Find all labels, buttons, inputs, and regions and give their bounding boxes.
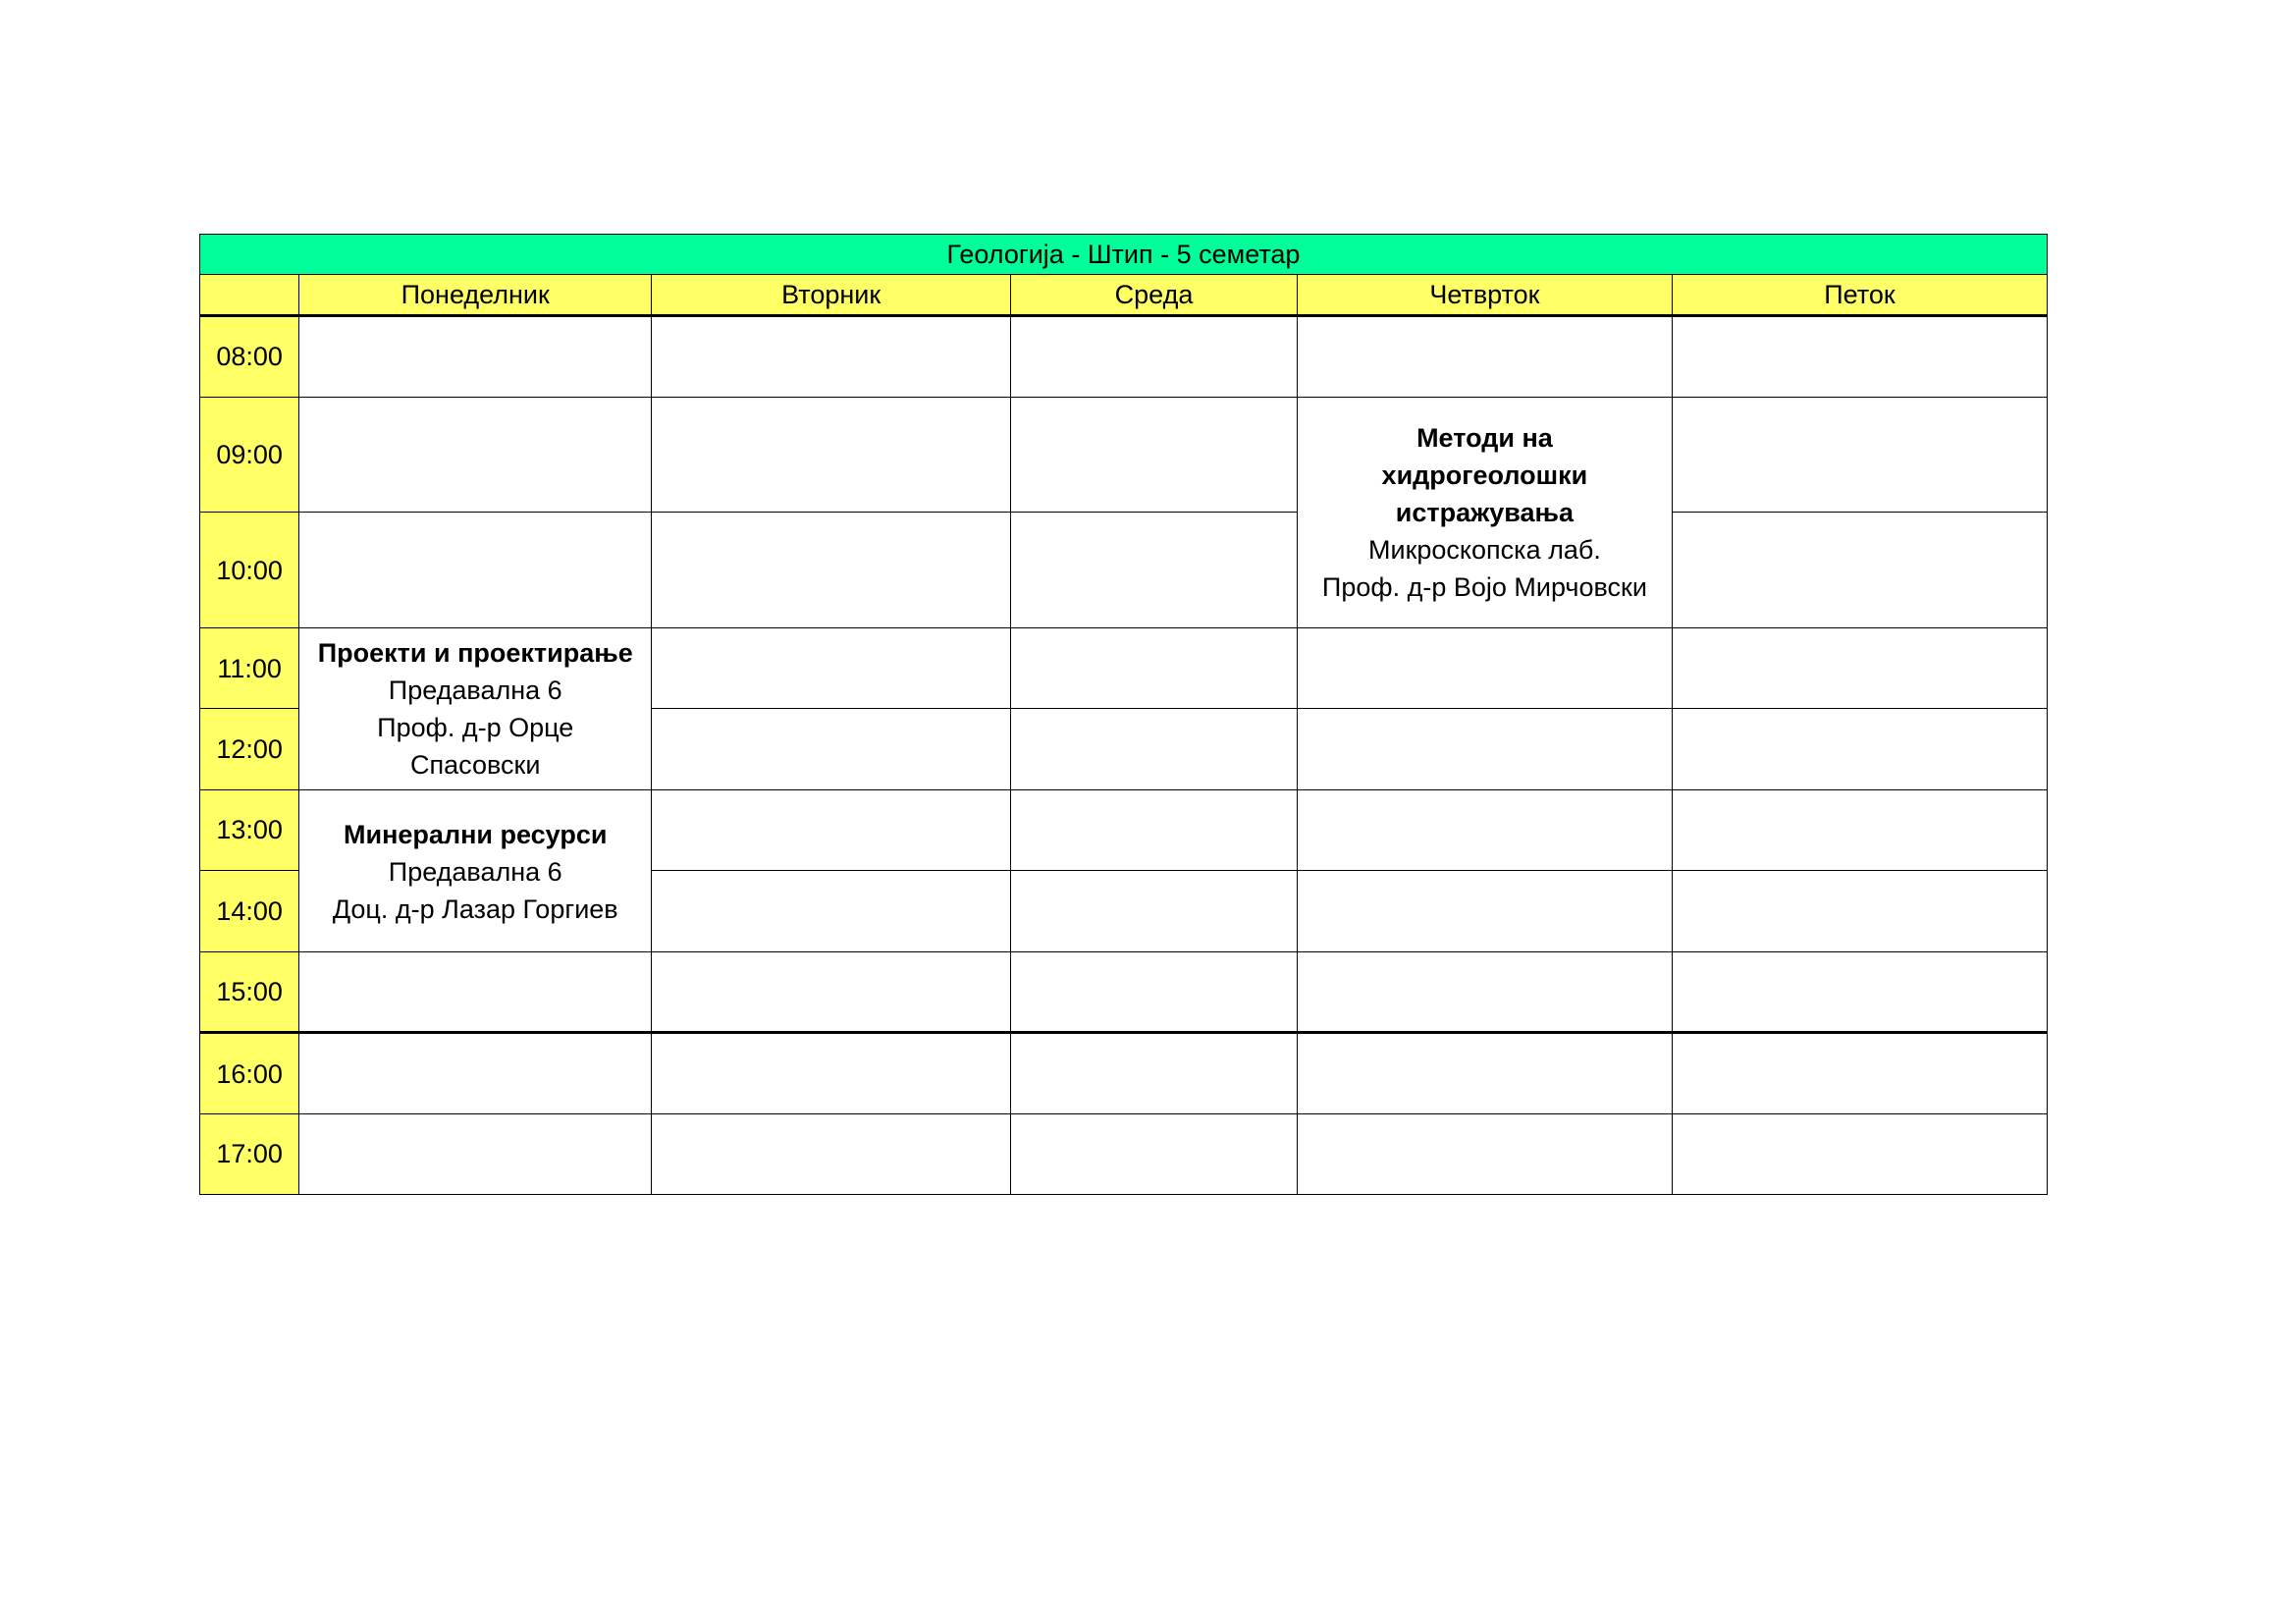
time-label-1100: 11:00 [200, 628, 299, 709]
slot-wed-0900 [1011, 397, 1298, 512]
course-name: Проекти и проектирање [317, 637, 633, 668]
day-header-monday: Понеделник [299, 275, 652, 316]
course-room: Микроскопска лаб. [1368, 534, 1601, 565]
slot-mon-0900 [299, 397, 652, 512]
slot-wed-1000 [1011, 512, 1298, 627]
slot-mon-1500 [299, 952, 652, 1033]
slot-wed-1600 [1011, 1033, 1298, 1113]
slot-tue-1700 [652, 1113, 1011, 1194]
course-professor: Доц. д-р Лазар Горгиев [332, 893, 618, 924]
time-label-1000: 10:00 [200, 512, 299, 627]
slot-tue-0800 [652, 316, 1011, 397]
slot-wed-1700 [1011, 1113, 1298, 1194]
time-label-1300: 13:00 [200, 789, 299, 870]
corner-cell [200, 275, 299, 316]
slot-wed-1100 [1011, 628, 1298, 709]
slot-wed-1500 [1011, 952, 1298, 1033]
time-label-0900: 09:00 [200, 397, 299, 512]
course-block-monday-1100 [299, 628, 652, 790]
slot-tue-1500 [652, 952, 1011, 1033]
day-header-wednesday: Среда [1011, 275, 1298, 316]
slot-mon-0800 [299, 316, 652, 397]
slot-fri-1300 [1672, 789, 2047, 870]
slot-fri-0900 [1672, 397, 2047, 512]
slot-fri-1200 [1672, 709, 2047, 789]
slot-thu-1600 [1297, 1033, 1672, 1113]
slot-fri-1500 [1672, 952, 2047, 1033]
course-block-thursday-0900 [1297, 397, 1672, 628]
course-professor: Проф. д-р Орце Спасовски [377, 712, 574, 780]
slot-fri-1400 [1672, 870, 2047, 951]
slot-thu-1500 [1297, 952, 1672, 1033]
slot-tue-0900 [652, 397, 1011, 512]
schedule-title: Геологија - Штип - 5 семетар [200, 235, 2048, 275]
slot-wed-1300 [1011, 789, 1298, 870]
slot-fri-1700 [1672, 1113, 2047, 1194]
course-professor: Проф. д-р Војо Мирчовски [1321, 571, 1647, 602]
slot-fri-1100 [1672, 628, 2047, 709]
day-header-thursday: Четврток [1297, 275, 1672, 316]
slot-thu-0800 [1297, 316, 1672, 397]
slot-fri-1000 [1672, 512, 2047, 627]
day-header-friday: Петок [1672, 275, 2047, 316]
course-block-monday-1300 [299, 789, 652, 952]
course-name: Методи на хидрогеолошки истражувања [1381, 422, 1588, 527]
slot-thu-1200 [1297, 709, 1672, 789]
slot-thu-1700 [1297, 1113, 1672, 1194]
course-name: Минерални ресурси [344, 819, 608, 849]
slot-fri-0800 [1672, 316, 2047, 397]
time-label-0800: 08:00 [200, 316, 299, 397]
time-label-1400: 14:00 [200, 870, 299, 951]
slot-tue-1100 [652, 628, 1011, 709]
time-label-1600: 16:00 [200, 1033, 299, 1113]
slot-thu-1400 [1297, 870, 1672, 951]
time-label-1700: 17:00 [200, 1113, 299, 1194]
slot-tue-1300 [652, 789, 1011, 870]
course-room: Предавална 6 [388, 675, 562, 705]
slot-wed-1400 [1011, 870, 1298, 951]
slot-thu-1300 [1297, 789, 1672, 870]
course-room: Предавална 6 [388, 856, 562, 887]
slot-mon-1700 [299, 1113, 652, 1194]
time-label-1500: 15:00 [200, 952, 299, 1033]
slot-tue-1400 [652, 870, 1011, 951]
slot-fri-1600 [1672, 1033, 2047, 1113]
slot-wed-1200 [1011, 709, 1298, 789]
time-label-1200: 12:00 [200, 709, 299, 789]
schedule-table [199, 234, 2048, 1195]
slot-thu-1100 [1297, 628, 1672, 709]
day-header-tuesday: Вторник [652, 275, 1011, 316]
slot-mon-1600 [299, 1033, 652, 1113]
slot-mon-1000 [299, 512, 652, 627]
slot-tue-1000 [652, 512, 1011, 627]
slot-wed-0800 [1011, 316, 1298, 397]
slot-tue-1200 [652, 709, 1011, 789]
slot-tue-1600 [652, 1033, 1011, 1113]
